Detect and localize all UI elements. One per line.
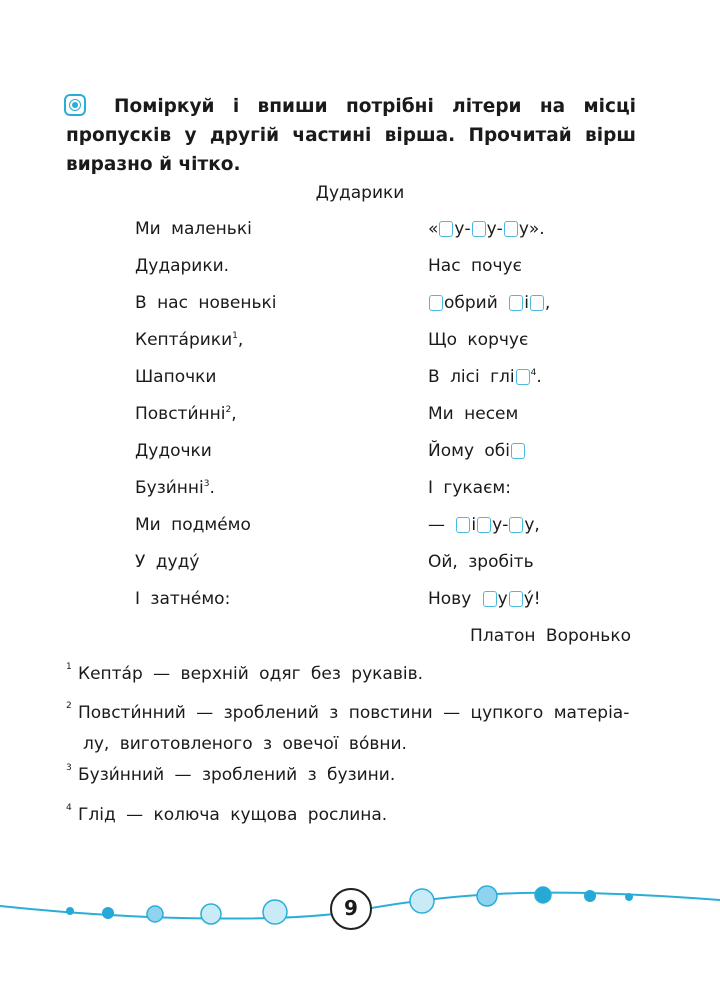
poem-line-left: Дудочки — [135, 441, 212, 461]
poem-left-column — [135, 214, 276, 621]
letter-blank-box[interactable] — [477, 517, 491, 533]
decorative-dot — [66, 907, 74, 915]
letter-blank-box[interactable] — [439, 221, 453, 237]
poem-line-left: Шапочки — [135, 367, 217, 387]
footnote-3: 3 Бузи́нний — зроблений з бузини. — [66, 763, 396, 785]
letter-blank-box[interactable] — [456, 517, 470, 533]
footnote-marker: 4 — [530, 368, 537, 378]
poem-line-left: Ми маленькі — [135, 219, 252, 239]
poem-line-right: Нас почує — [428, 256, 522, 276]
poem-line-left: В нас новенькі — [135, 293, 277, 313]
poem-title: Дударики — [315, 183, 405, 203]
letter-blank-box[interactable] — [429, 295, 443, 311]
poem-line-right: Ми несем — [428, 404, 519, 424]
letter-blank-box[interactable] — [516, 369, 530, 385]
task-instruction — [66, 92, 636, 179]
decorative-dot — [201, 904, 221, 924]
decorative-dot — [147, 906, 163, 922]
poem-line-left: Ми подме́мо — [135, 515, 251, 535]
footnote-marker: 1 — [232, 331, 238, 341]
poem-author: Платон Воронько — [470, 626, 631, 646]
letter-blank-box[interactable] — [511, 443, 525, 459]
poem-line-right: І гукаєм: — [428, 478, 511, 498]
footnote-marker: 3 — [203, 479, 210, 489]
poem-line-left: Повсти́нні$^2$, — [135, 404, 237, 424]
poem-line-right: Йому обі — [428, 436, 550, 473]
decorative-dot — [102, 907, 114, 919]
poem-line-right: обрий і , — [428, 288, 550, 325]
poem-line-right: Нову у у́! — [428, 589, 541, 609]
poem-line-left: І затне́мо: — [135, 589, 231, 609]
letter-blank-box[interactable] — [530, 295, 544, 311]
footnote-marker: 2 — [225, 405, 232, 415]
poem-line-left: Кепта́рики$^1$, — [135, 330, 244, 350]
footnote-2: 2 Повсти́нний — зроблений з повстини — цупкого матеріа- лу, виготовленого з овечої во́вни. — [66, 701, 630, 754]
page-number: 9 — [330, 888, 372, 930]
decorative-dot — [535, 887, 551, 903]
decorative-dot — [477, 886, 497, 906]
poem-line-right: « у- у- у». — [428, 219, 545, 239]
poem-line-right: Ой, зробіть — [428, 552, 534, 572]
decorative-dot — [410, 889, 434, 913]
poem-line-right: В лісі глі $^4$. — [428, 367, 542, 387]
radio-target-icon — [64, 94, 86, 116]
letter-blank-box[interactable] — [504, 221, 518, 237]
footnote-4: 4 Глід — колюча кущова рослина. — [66, 803, 388, 825]
decorative-dot — [584, 890, 596, 902]
letter-blank-box[interactable] — [509, 591, 523, 607]
letter-blank-box[interactable] — [509, 517, 523, 533]
letter-blank-box[interactable] — [509, 295, 523, 311]
poem-line-right: — і у- у, — [428, 515, 540, 535]
letter-blank-box[interactable] — [472, 221, 486, 237]
decorative-dot — [263, 900, 287, 924]
poem-line-left: Бузи́нні$^3$. — [135, 478, 215, 498]
task-text: Поміркуй і впиши потрібні літери на місці пропусків у другій частині вірша. Прочитай вірш виразно й чітко. — [66, 96, 636, 175]
letter-blank-box[interactable] — [483, 591, 497, 607]
decorative-dot — [625, 893, 633, 901]
poem-line-right: Що корчує — [428, 330, 529, 350]
poem-right-column — [428, 214, 550, 621]
poem-line-left: Дударики. — [135, 256, 230, 276]
poem-line-left: У дуду́ — [135, 552, 200, 572]
footnote-1: 1 Кепта́р — верхній одяг без рукавів. — [66, 662, 423, 684]
